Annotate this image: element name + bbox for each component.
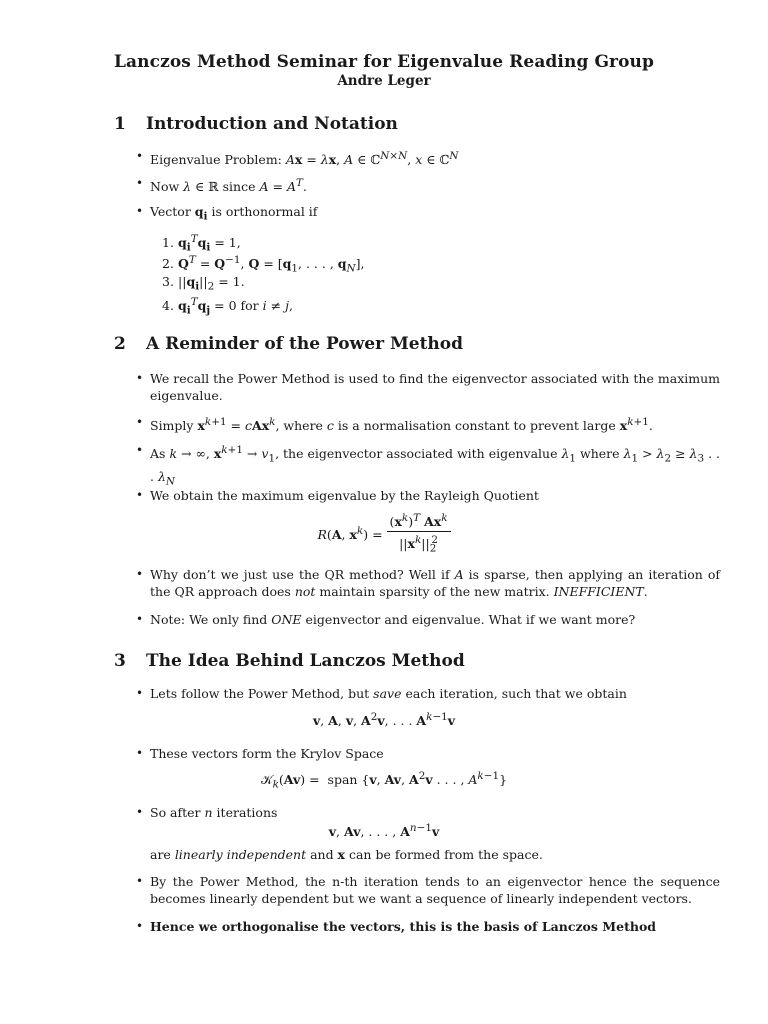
- section-3-heading: [114, 651, 465, 671]
- bullet-icon: •: [136, 874, 144, 888]
- section-number: 3: [114, 651, 126, 671]
- item-text: Lets follow the Power Method, but save each iteration, such that we obtain: [150, 686, 627, 701]
- item-text: These vectors form the Krylov Space: [150, 746, 384, 761]
- item-text: Vector $q_i$ is orthonormal if: [150, 204, 318, 223]
- list-item: [136, 611, 720, 628]
- item-text: Simply $x^{k+1} = cAx^k$, where c is a normalisation constant to prevent large $x^{k+1}$.: [150, 416, 653, 434]
- enum-number: 3.: [162, 274, 174, 289]
- section-2-heading: [114, 334, 463, 354]
- bullet-icon: •: [136, 567, 144, 581]
- document-title: Lanczos Method Seminar for Eigenvalue Reading Group: [113, 52, 655, 72]
- list-item: [136, 175, 720, 195]
- section-number: 1: [114, 114, 126, 134]
- list-item: [136, 414, 720, 434]
- enum-number: 1.: [162, 235, 174, 251]
- bullet-icon: •: [136, 149, 144, 163]
- bullet-icon: •: [136, 805, 144, 819]
- list-item: [136, 370, 720, 404]
- list-item: [136, 148, 720, 168]
- item-text: We obtain the maximum eigenvalue by the Rayleigh Quotient: [150, 488, 539, 503]
- list-item: [136, 487, 720, 504]
- bullet-icon: •: [136, 746, 144, 760]
- item-text: Why don’t we just use the QR method? Well if A is sparse, then applying an iteration of the QR approach does not maintain sparsity of the new matrix. INEFFICIENT.: [150, 567, 720, 599]
- list-item: [136, 685, 720, 702]
- rayleigh-quotient-equation: R(A, $x^k$) = $\frac{(x^k)^T Ax^k}{||x^k||_2^2}$: [0, 512, 768, 555]
- item-text: So after n iterations: [150, 805, 278, 820]
- bullet-icon: •: [136, 919, 144, 933]
- list-item: [136, 566, 720, 600]
- enum-item: 4. $q_i^Tq_j = 0$ for i ≠ j,: [162, 296, 293, 317]
- list-item: [136, 804, 720, 821]
- item-text: Hence we orthogonalise the vectors, this is the basis of Lanczos Method: [150, 919, 657, 934]
- enum-item: 3. $||q_i||_2 = 1$.: [162, 274, 245, 293]
- bullet-icon: •: [136, 204, 144, 218]
- item-text: As k → ∞, $x^{k+1} \to v_1$, the eigenvector associated with eigenvalue $\lambda_1$ where $\lambda_1 > \lambda_2 \ge \lambda_3$ . . . $\lambda_N$: [150, 444, 721, 488]
- continuation-text: are linearly independent and x can be formed from the space.: [150, 847, 543, 862]
- enum-item: 1. $q_i^Tq_i = 1$,: [162, 233, 241, 254]
- krylov-space-equation: 𝒦$_k$(Av) = span {v, Av, $A^2v$ . . . , $A^{k-1}$}: [260, 770, 508, 791]
- bullet-icon: •: [136, 488, 144, 502]
- enum-number: 2.: [162, 256, 174, 272]
- section-number: 2: [114, 334, 126, 354]
- iteration-sequence-equation: v, A, v, $A^2v$, . . . $A^{k-1}v$: [312, 711, 456, 729]
- bullet-icon: •: [136, 612, 144, 626]
- enum-item: 2. $Q^T = Q^{-1}$, $Q = [q_1$, . . . , $q_N$],: [162, 254, 365, 275]
- section-title: Introduction and Notation: [146, 114, 398, 134]
- bullet-icon: •: [136, 371, 144, 385]
- list-item: [136, 918, 720, 935]
- item-text: Eigenvalue Problem: Ax = λx, A ∈ ℂ$^{N\times N}$, x ∈ ℂ$^N$: [150, 150, 459, 168]
- enum-number: 4.: [162, 298, 174, 314]
- item-text: Note: We only find ONE eigenvector and eigenvalue. What if we want more?: [150, 612, 636, 627]
- item-text: We recall the Power Method is used to find the eigenvector associated with the maximum eigenvalue.: [150, 371, 720, 403]
- bullet-icon: •: [136, 443, 144, 457]
- document-author: Andre Leger: [337, 73, 431, 89]
- list-item: [136, 203, 720, 226]
- n-iterations-equation: v, Av, . . . , $A^{n-1}v$: [328, 822, 440, 840]
- bullet-icon: •: [136, 415, 144, 429]
- bullet-icon: •: [136, 176, 144, 190]
- item-text: Now λ ∈ ℝ since $A = A^T$.: [150, 177, 307, 195]
- item-text: By the Power Method, the n-th iteration tends to an eigenvector hence the sequence becomes linearly dependent but we want a sequence of linearly independent vectors.: [150, 874, 720, 906]
- list-item: [136, 442, 720, 490]
- section-title: The Idea Behind Lanczos Method: [146, 651, 465, 671]
- section-title: A Reminder of the Power Method: [146, 334, 464, 354]
- section-1-heading: [114, 114, 398, 134]
- list-item: [136, 873, 720, 907]
- list-item: [136, 745, 720, 762]
- bullet-icon: •: [136, 686, 144, 700]
